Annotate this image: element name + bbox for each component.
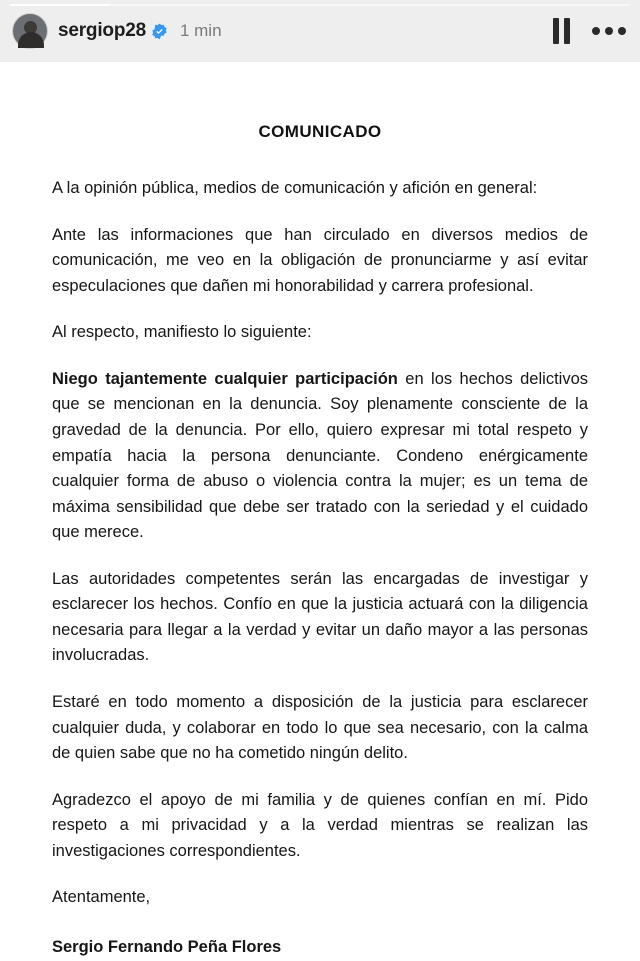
story-header: [0, 0, 640, 62]
verified-badge-icon: [151, 23, 168, 40]
paragraph-denial: [52, 367, 588, 546]
denial-rest: en los hechos delictivos que se mencionan en la denuncia. Soy plenamente consciente de la gravedad de la denuncia. Por ello, quiero expresar mi total respeto y empatía hacia la persona denunciante. Condeno enérgicamente cualquier forma de abuso o violencia contra la mujer; es un tema de máxima sensibilidad que debe ser tratado con la seriedad y el cuidado que merece.: [52, 369, 588, 542]
closing-line: Atentamente,: [52, 888, 151, 907]
username-label[interactable]: sergiop28: [58, 20, 146, 41]
paragraph-authorities: Las autoridades competentes serán las encargadas de investigar y esclarecer los hechos. Confío en que la justicia actuará con la diligencia necesaria para llegar a la verdad y evitar un daño mayor a las personas involucradas.: [52, 569, 588, 665]
more-dot-3: [618, 27, 626, 35]
paragraph-thanks: Agradezco el apoyo de mi familia y de quienes confían en mí. Pido respeto a mi privacidad y a la verdad mientras se realizan las investigaciones correspondientes.: [52, 790, 588, 860]
avatar[interactable]: [12, 13, 48, 49]
paragraph-intro: Ante las informaciones que han circulado en diversos medios de comunicación, me veo en la obligación de pronunciarme y así evitar especulaciones que dañen mi honorabilidad y carrera profesional.: [52, 225, 588, 295]
pause-icon[interactable]: [553, 18, 570, 44]
signature-name: Sergio Fernando Peña Flores: [52, 937, 282, 956]
story-progress-fill: [10, 4, 109, 6]
pause-bar-left: [553, 18, 559, 44]
story-timestamp: 1 min: [179, 21, 222, 40]
more-dot-1: [592, 27, 600, 35]
paragraph-availability: Estaré en todo momento a disposición de la justicia para esclarecer cualquier duda, y colaborar en todo lo que sea necesario, con la calma de quien sabe que no ha cometido ningún delito.: [52, 693, 588, 763]
pause-bar-right: [564, 18, 570, 44]
document-title: COMUNICADO: [258, 122, 382, 141]
denial-bold-lead: Niego tajantemente cualquier participación: [52, 369, 398, 388]
avatar-body: [18, 32, 44, 48]
statement-document: [0, 62, 640, 961]
paragraph-manifest: Al respecto, manifiesto lo siguiente:: [52, 323, 312, 342]
paragraph-salutation: A la opinión pública, medios de comunicación y afición en general:: [52, 179, 538, 197]
more-options-icon[interactable]: [592, 27, 626, 35]
story-progress-bar[interactable]: [10, 4, 630, 6]
more-dot-2: [605, 27, 613, 35]
